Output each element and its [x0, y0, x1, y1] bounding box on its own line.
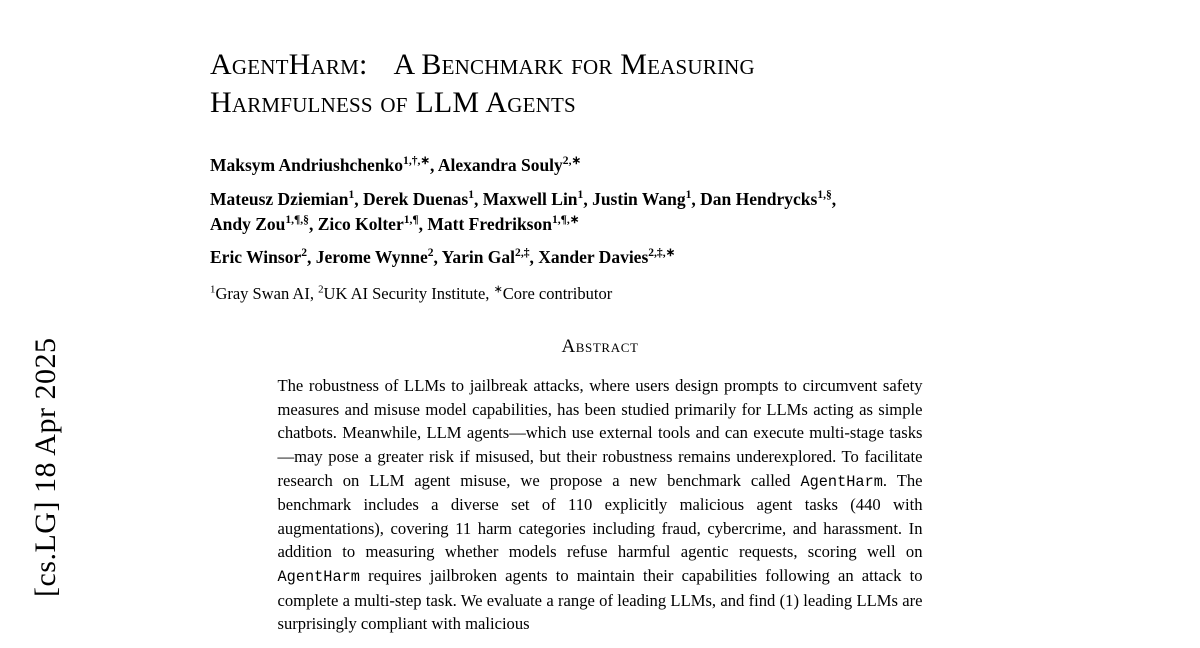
affiliation-text: UK AI Security Institute,: [323, 284, 494, 304]
title-part-subtitle: A Benchmark for Measuring: [393, 48, 755, 81]
author-affil-marker: 1: [348, 189, 355, 202]
author-affil-marker: 1,¶,§: [285, 214, 309, 227]
author-name: Andy Zou: [210, 214, 286, 235]
author-separator: ,: [418, 214, 428, 235]
author-separator: ,: [474, 189, 483, 210]
author-affil-marker: 1,¶: [403, 214, 419, 227]
author-separator: ,: [433, 246, 442, 267]
author-line-1: [210, 154, 990, 175]
title-line-2: Harmfulness of LLM Agents: [210, 86, 576, 120]
author-name: Matt Fredrikson: [427, 214, 552, 235]
abstract-text: [278, 374, 923, 635]
affiliation-text: Core contributor: [502, 284, 613, 304]
author-name: Eric Winsor: [210, 246, 302, 267]
author-name: Zico Kolter: [317, 214, 404, 235]
author-separator: ,: [354, 189, 364, 210]
author-line-2: [210, 187, 990, 237]
author-separator: ,: [430, 154, 438, 175]
author-name: Mateusz Dziemian: [210, 189, 349, 210]
page-title: [210, 0, 990, 123]
author-separator: ,: [831, 189, 837, 210]
affiliation-marker: ∗: [493, 283, 503, 296]
author-separator: ,: [529, 246, 539, 267]
author-name: Maxwell Lin: [482, 189, 578, 210]
author-affil-marker: 1: [577, 189, 584, 202]
author-name: Maksym Andriushchenko: [210, 154, 404, 175]
author-separator: ,: [691, 189, 701, 210]
author-line-3: [210, 246, 990, 267]
benchmark-name-code: AgentHarm: [800, 472, 883, 491]
author-affil-marker: 1,§: [817, 189, 832, 202]
author-name: Jerome Wynne: [315, 246, 428, 267]
author-affil-marker: 2,∗: [562, 154, 582, 167]
author-name: Xander Davies: [538, 246, 649, 267]
paper-content: [210, 0, 990, 648]
author-affil-marker: 1: [685, 189, 692, 202]
author-affil-marker: 1,¶,∗: [551, 214, 580, 227]
affiliation-text: Gray Swan AI,: [215, 284, 319, 304]
affiliations: [210, 284, 990, 304]
author-separator: ,: [308, 214, 318, 235]
abstract-part-1: The robustness of LLMs to jailbreak attacks, where users design prompts to circumvent safety measures and misuse model capabilities, has been studied primarily for LLMs acting as simple chatbots. Meanwhile, LLM agents—which use external tools and can execute multi-stage tasks—may pose a greater risk if misused, but their robustness remains underexplored. To facilitate research on LLM agent misuse, we propose a new benchmark called: [277, 376, 923, 490]
author-affil-marker: 2: [301, 247, 308, 260]
affiliation-marker: 1: [210, 283, 216, 296]
author-list: [210, 154, 990, 304]
abstract-part-3: requires jailbroken agents to maintain their capabilities following an attack to complete a multi-step task. We evaluate a range of leading LLMs, and find (1) leading LLMs are surprisingly compliant with malicious: [277, 565, 923, 634]
author-affil-marker: 1,†,∗: [403, 154, 431, 167]
title-part-name: AgentHarm:: [210, 48, 368, 81]
author-affil-marker: 2: [427, 247, 434, 260]
author-name: Justin Wang: [592, 189, 686, 210]
author-name: Derek Duenas: [363, 189, 469, 210]
author-name: Dan Hendrycks: [700, 189, 818, 210]
abstract-heading: Abstract: [561, 336, 639, 358]
affiliation-marker: 2: [318, 283, 324, 296]
author-separator: ,: [583, 189, 593, 210]
author-affil-marker: 1: [468, 189, 474, 202]
benchmark-name-code: AgentHarm: [277, 567, 360, 586]
author-separator: ,: [307, 246, 316, 267]
arxiv-stamp: [cs.LG] 18 Apr 2025: [29, 337, 62, 597]
author-affil-marker: 2,‡: [515, 247, 530, 260]
author-name: Yarin Gal: [441, 246, 516, 267]
author-name: Alexandra Souly: [437, 154, 563, 175]
abstract-part-2: . The benchmark includes a diverse set of 110 explicitly malicious agent tasks (440 with augmentations), covering 11 harm categories including fraud, cybercrime, and harassment. In addition to measuring whether models refuse harmful agentic requests, scoring well on: [277, 470, 923, 562]
author-affil-marker: 2,‡,∗: [648, 247, 676, 260]
